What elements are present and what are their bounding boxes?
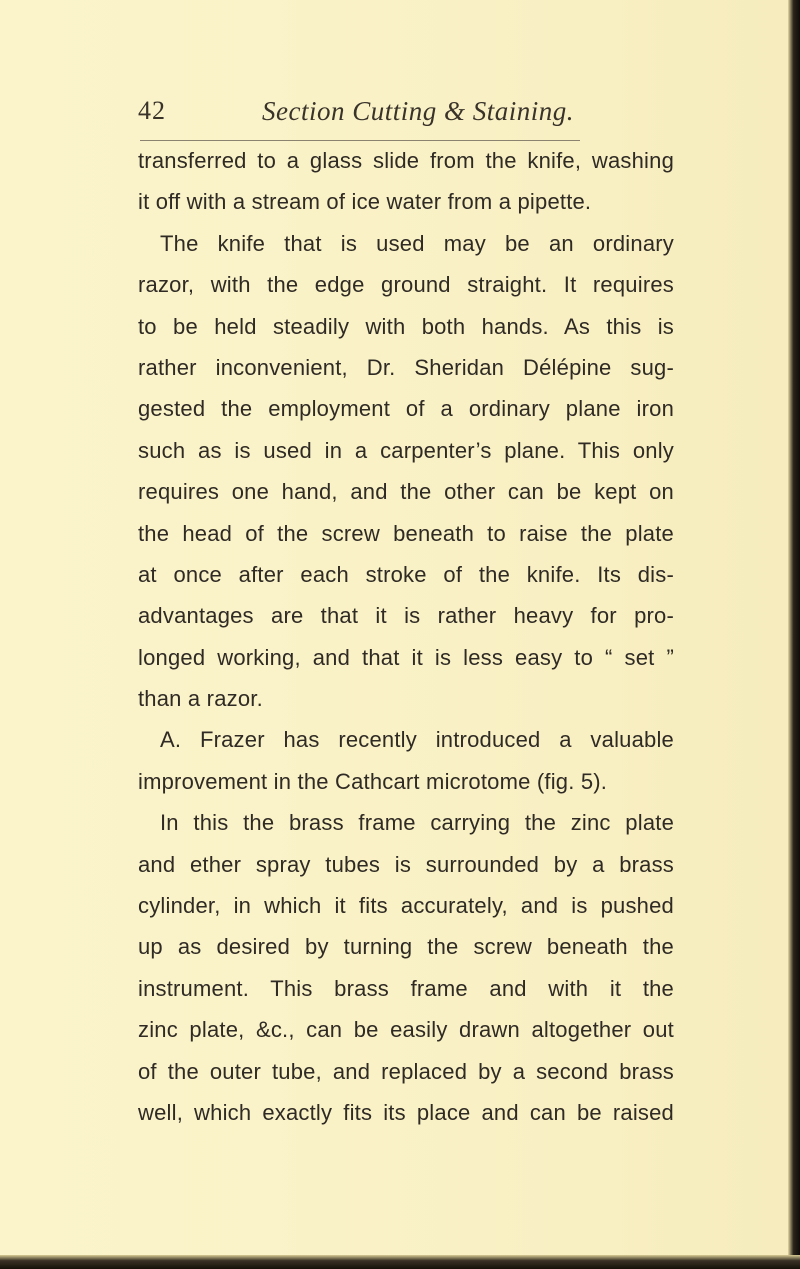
text-line: of the outer tube, and replaced by a second brass xyxy=(138,1058,674,1084)
text-line: such as is used in a carpenter’s plane. This only xyxy=(138,437,674,463)
text-line: gested the employment of a ordinary plane iron xyxy=(138,396,674,422)
page-edge-right xyxy=(788,0,800,1269)
text-line: requires one hand, and the other can be kept on xyxy=(138,479,674,505)
text-line: zinc plate, &c., can be easily drawn altogether out xyxy=(138,1017,674,1043)
text-line: the head of the screw beneath to raise the plate xyxy=(138,520,674,546)
text-line: improvement in the Cathcart microtome (fig. 5). xyxy=(138,768,608,794)
text-line: it off with a stream of ice water from a pipette. xyxy=(138,189,592,215)
running-head xyxy=(138,96,578,136)
text-line: razor, with the edge ground straight. It requires xyxy=(138,272,674,298)
page-number: 42 xyxy=(138,96,166,125)
text-line: and ether spray tubes is surrounded by a brass xyxy=(138,851,674,877)
body-text xyxy=(138,140,674,1133)
text-line: transferred to a glass slide from the knife, washing xyxy=(138,148,674,173)
text-line: cylinder, in which it fits accurately, and is pushed xyxy=(138,893,674,919)
text-line: well, which exactly fits its place and can be raised xyxy=(138,1099,674,1125)
text-line: at once after each stroke of the knife. Its dis- xyxy=(138,561,674,587)
text-line: than a razor. xyxy=(138,686,263,712)
text-line: advantages are that it is rather heavy for pro- xyxy=(138,603,674,629)
text-line: The knife that is used may be an ordinary xyxy=(160,230,674,256)
page-edge-bottom xyxy=(0,1255,800,1269)
text-line: A. Frazer has recently introduced a valuable xyxy=(160,727,674,753)
text-line: In this the brass frame carrying the zinc plate xyxy=(160,810,674,836)
text-line: up as desired by turning the screw beneath the xyxy=(138,934,674,960)
text-line: instrument. This brass frame and with it the xyxy=(138,975,674,1001)
text-line: longed working, and that it is less easy to “ set ” xyxy=(138,644,674,670)
text-line: rather inconvenient, Dr. Sheridan Délépine sug- xyxy=(138,354,674,380)
text-line: to be held steadily with both hands. As this is xyxy=(138,313,674,339)
section-title: Section Cutting & Staining. xyxy=(262,96,574,126)
